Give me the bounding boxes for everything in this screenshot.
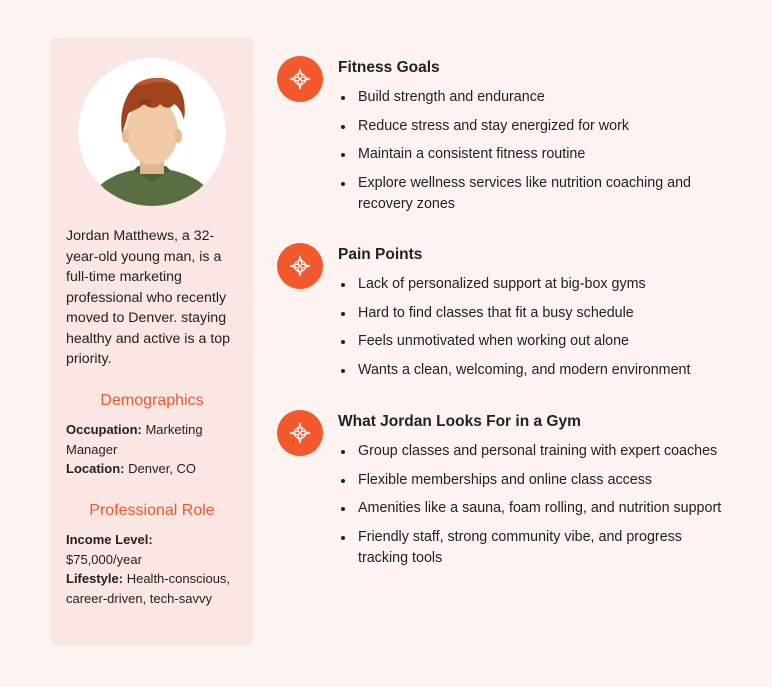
list-item: Lack of personalized support at big-box gyms [338, 274, 728, 295]
list-item: Amenities like a sauna, foam rolling, and nutrition support [338, 498, 728, 519]
income-value: $75,000/year [66, 551, 142, 567]
lifestyle-label: Lifestyle: [66, 571, 124, 586]
demographics-details [66, 420, 244, 479]
section-title: Pain Points [338, 246, 423, 263]
income-label: Income Level: [66, 532, 153, 547]
location-label: Location: [66, 461, 125, 476]
avatar [78, 58, 226, 206]
bullet-list [338, 441, 728, 576]
list-item: Explore wellness services like nutrition coaching and recovery zones [338, 173, 728, 215]
persona-bio: Jordan Matthews, a 32-year-old young man, is a full-time marketing professional who recently moved to Denver. staying healthy and active is a top priority. [66, 228, 231, 367]
list-item: Feels unmotivated when working out alone [338, 331, 728, 352]
compass-icon [277, 56, 323, 102]
occupation-label: Occupation: [66, 422, 142, 437]
list-item: Flexible memberships and online class access [338, 470, 728, 491]
list-item: Build strength and endurance [338, 87, 728, 108]
list-item: Maintain a consistent fitness routine [338, 144, 728, 165]
professional-role-heading: Professional Role [89, 502, 215, 519]
bullet-list [338, 274, 728, 388]
location-value: Denver, CO [128, 461, 197, 476]
list-item: Reduce stress and stay energized for work [338, 116, 728, 137]
list-item: Friendly staff, strong community vibe, and progress tracking tools [338, 527, 728, 569]
bullet-list [338, 87, 728, 222]
person-avatar-icon [78, 58, 226, 206]
professional-role-details [66, 530, 244, 608]
list-item: Wants a clean, welcoming, and modern environment [338, 360, 728, 381]
persona-card [51, 38, 253, 645]
section-title: What Jordan Looks For in a Gym [338, 413, 581, 430]
list-item: Hard to find classes that fit a busy schedule [338, 303, 728, 324]
demographics-heading: Demographics [100, 392, 204, 409]
compass-icon [277, 243, 323, 289]
occupation-value: Marketing Manager [66, 422, 203, 457]
lifestyle-value: Health-conscious, career-driven, tech-savvy [66, 571, 231, 606]
list-item: Group classes and personal training with expert coaches [338, 441, 728, 462]
compass-icon [277, 410, 323, 456]
section-title: Fitness Goals [338, 59, 440, 76]
